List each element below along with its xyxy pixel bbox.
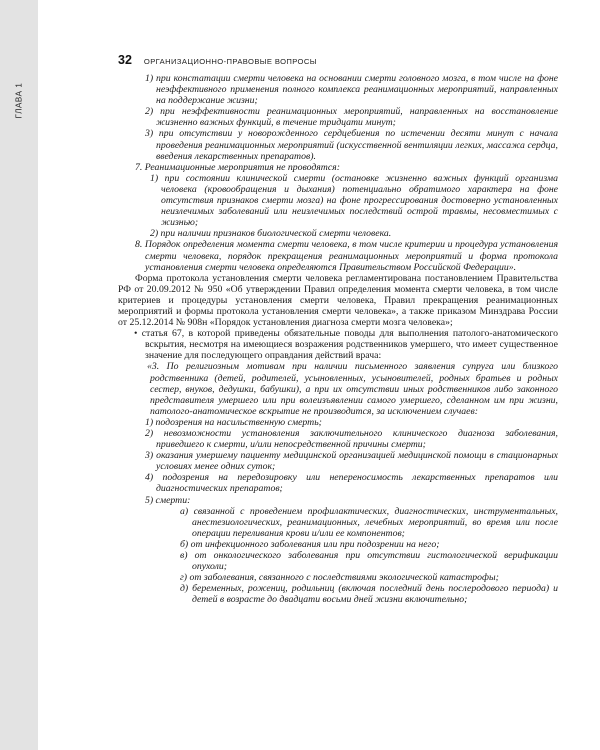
paragraph-case-2: 2) невозможности установления заключительного клинического диагноза заболевания, приведшего к смерти, и/или непосредственной причины смерти; xyxy=(145,428,558,451)
paragraph-article-67: • статья 67, в которой приведены обязательные поводы для выполнения патолого-анатомического вскрытия, несмотря на имеющиеся возражения родственников умершего, что имеет существенное значение для последующего оправдания действий врача: xyxy=(134,328,558,362)
paragraph-case-5c: в) от онкологического заболевания при отсутствии гистологической верификации опухоли; xyxy=(180,550,558,573)
page-header xyxy=(118,53,558,67)
paragraph-case-5: 5) смерти: xyxy=(145,494,191,506)
paragraph-case-5d: г) от заболевания, связанного с последствиями экологической катастрофы; xyxy=(180,572,499,584)
chapter-side-tab xyxy=(0,0,38,750)
paragraph-case-1: 1) подозрения на насильственную смерть; xyxy=(145,416,322,428)
chapter-label-box xyxy=(4,70,34,130)
page-body xyxy=(118,73,558,606)
page-number: 32 xyxy=(118,53,132,67)
paragraph-case-4: 4) подозрения на передозировку или непереносимость лекарственных препаратов или диагностических препаратов; xyxy=(145,472,558,495)
paragraph-section-7-item-1: 1) при состоянии клинической смерти (остановке жизненно важных функций организма человека (кровообращения и дыхания) потенциально обратимого характера на фоне отсутствия признаков смерти мозга) на фоне прогрессирования достоверно установленных неизлечимых заболеваний или неизлечимых последствий острой травмы, несовместимых с жизнью; xyxy=(150,172,558,229)
paragraph-religious-motives: «3. По религиозным мотивам при наличии письменного заявления супруга или близкого родственника (детей, родителей, усыновленных, усыновителей, родных братьев и родных сестер, внуков, дедушки, бабушки), а при их отсутствии иных родственников либо законного представителя умершего или при волеизъявлении самого умершего, сделанном им при жизни, патолого-анатомическое вскрытие не производится, за исключением случаев: xyxy=(147,361,558,417)
paragraph-case-5a: а) связанной с проведением профилактических, диагностических, инструментальных, анестезиологических, реанимационных, лечебных мероприятий, во время или после операции переливания крови и/или ее компонентов; xyxy=(180,505,558,539)
paragraph-case-5e: д) беременных, рожениц, родильниц (включая последний день послеродового периода) и детей в возрасте до двадцати восьми дней жизни включительно; xyxy=(180,583,558,606)
paragraph-quote-item-2: 2) при неэффективности реанимационных мероприятий, направленных на восстановление жизненно важных функций, в течение тридцати минут; xyxy=(145,106,558,129)
paragraph-case-5b: б) от инфекционного заболевания или при подозрении на него; xyxy=(180,538,440,550)
paragraph-quote-item-3: 3) при отсутствии у новорожденного сердцебиения по истечении десяти минут с начала проведения реанимационных мероприятий (искусственной вентиляции легких, массажа сердца, введения лекарственных препаратов). xyxy=(145,128,558,162)
paragraph-section-7-item-2: 2) при наличии признаков биологической смерти человека. xyxy=(150,228,392,240)
paragraph-case-3: 3) оказания умершему пациенту медицинской организацией медицинской помощи в стационарных условиях менее одних суток; xyxy=(145,450,558,473)
paragraph-protocol-form: Форма протокола установления смерти человека регламентирована постановлением Правительства РФ от 20.09.2012 № 950 «Об утверждении Правил определения момента смерти человека, в том числе критериев и процедуры установления смерти человека, Правил прекращения реанимационных мероприятий и формы протокола установления смерти человека», а также приказом Минздрава России от 25.12.2014 № 908н «Порядок установления диагноза смерти мозга человека»; xyxy=(118,272,558,329)
paragraph-section-8: 8. Порядок определения момента смерти человека, в том числе критерии и процедура установления смерти человека, порядок прекращения реанимационных мероприятий и форма протокола установления смерти человека определяются Правительством Российской Федерации». xyxy=(135,239,558,273)
paragraph-section-7: 7. Реанимационные мероприятия не проводятся: xyxy=(135,161,340,173)
paragraph-quote-item-1: 1) при констатации смерти человека на основании смерти головного мозга, в том числе на фоне неэффективного применения полного комплекса реанимационных мероприятий, направленных на поддержание жизни; xyxy=(145,73,558,107)
chapter-label: ГЛАВА 1 xyxy=(14,82,24,118)
running-head: ОРГАНИЗАЦИОННО-ПРАВОВЫЕ ВОПРОСЫ xyxy=(143,57,317,66)
